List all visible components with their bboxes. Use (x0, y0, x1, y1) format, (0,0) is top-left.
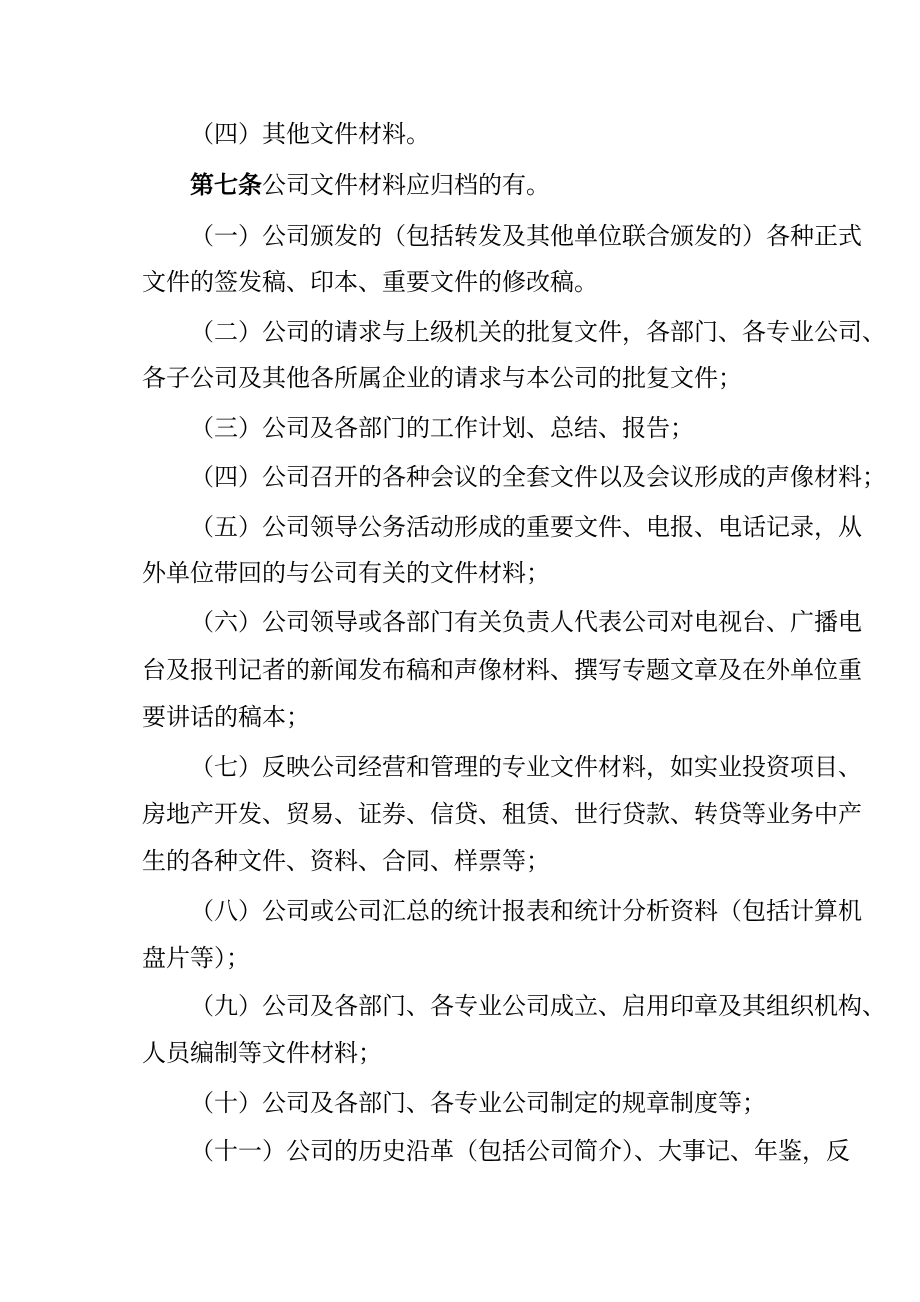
paragraph-line: （八）公司或公司汇总的统计报表和统计分析资料（包括计算机 (190, 897, 862, 925)
paragraph-line: （五）公司领导公务活动形成的重要文件、电报、电话记录，从 (190, 513, 862, 541)
paragraph-line: 人员编制等文件材料； (142, 1039, 382, 1067)
paragraph-line: 生的各种文件、资料、合同、样票等； (142, 847, 550, 875)
paragraph-line: （十）公司及各部门、各专业公司制定的规章制度等； (190, 1089, 766, 1117)
article-text: 公司文件材料应归档的有。 (262, 171, 550, 199)
paragraph-line: 台及报刊记者的新闻发布稿和声像材料、撰写专题文章及在外单位重 (142, 656, 862, 684)
paragraph-line: 外单位带回的与公司有关的文件材料； (142, 559, 550, 587)
paragraph-line: （一）公司颁发的（包括转发及其他单位联合颁发的）各种正式 (190, 222, 862, 250)
paragraph-line: （四）其他文件材料。 (190, 120, 430, 148)
paragraph-line: （三）公司及各部门的工作计划、总结、报告； (190, 414, 694, 442)
paragraph-line: （六）公司领导或各部门有关负责人代表公司对电视台、广播电 (190, 608, 862, 636)
paragraph-line: （二）公司的请求与上级机关的批复文件，各部门、各专业公司、 (190, 318, 886, 346)
article-line (190, 168, 802, 202)
paragraph-line: 房地产开发、贸易、证券、信贷、租赁、世行贷款、转贷等业务中产 (142, 800, 862, 828)
paragraph-line: 文件的签发稿、印本、重要文件的修改稿。 (142, 268, 598, 296)
paragraph-line: （七）反映公司经营和管理的专业文件材料，如实业投资项目、 (190, 753, 862, 781)
paragraph-line: 盘片等）； (142, 944, 250, 972)
paragraph-line: （四）公司召开的各种会议的全套文件以及会议形成的声像材料； (190, 463, 886, 491)
paragraph-line: （九）公司及各部门、各专业公司成立、启用印章及其组织机构、 (190, 992, 886, 1020)
paragraph-line: （十一）公司的历史沿革（包括公司简介）、大事记、年鉴，反 (190, 1137, 850, 1165)
paragraph-line: 各子公司及其他各所属企业的请求与本公司的批复文件； (142, 364, 742, 392)
paragraph-line: 要讲话的稿本； (142, 703, 310, 731)
article-heading: 第七条 (190, 170, 262, 199)
